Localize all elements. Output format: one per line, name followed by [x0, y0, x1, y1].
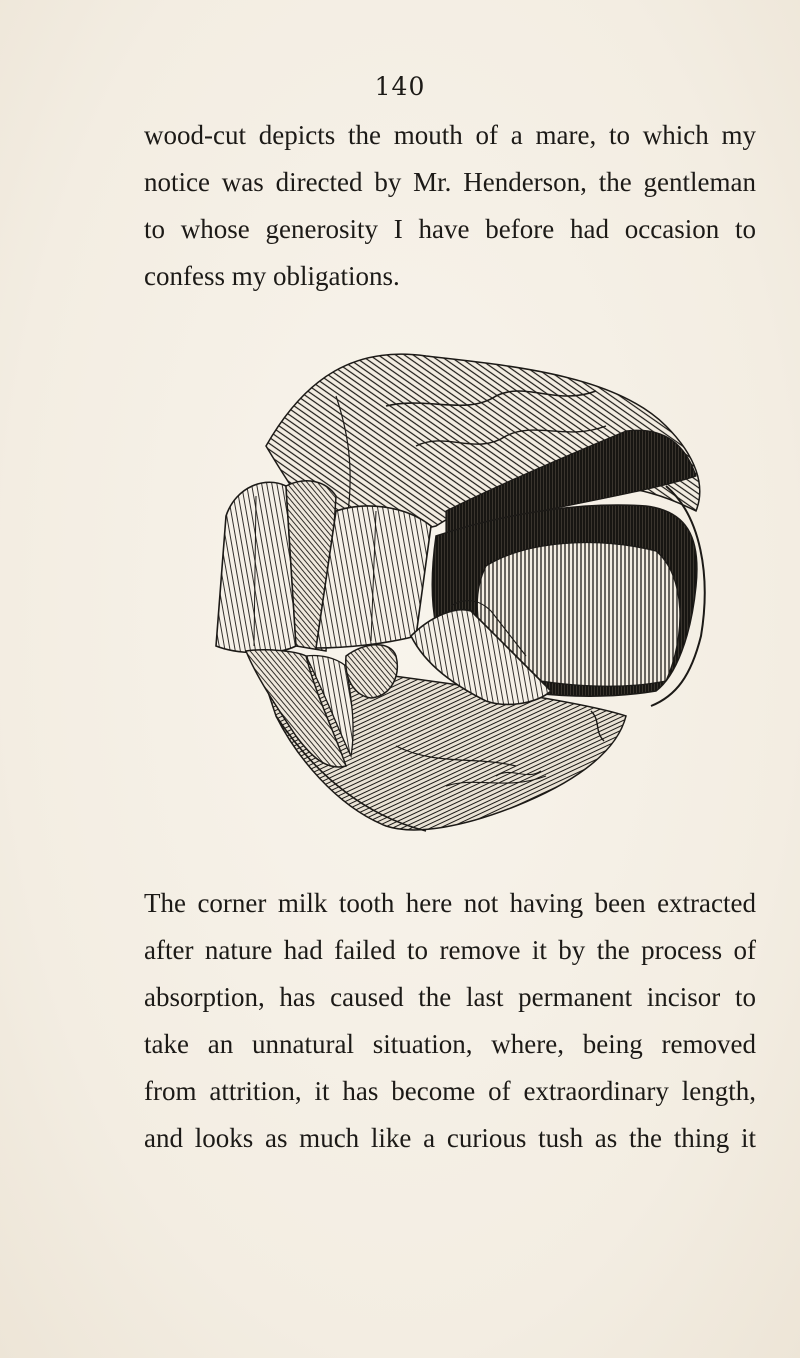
paragraph-top	[144, 112, 756, 300]
horse-mouth-engraving	[196, 336, 720, 856]
page-number: 140	[374, 72, 426, 101]
text-line: take an unnatural situation, where, being removed	[144, 1029, 756, 1059]
text-line: confess my obligations.	[144, 261, 400, 291]
woodcut-illustration	[196, 336, 720, 856]
text-line: to whose generosity I have before had occasion to	[144, 214, 756, 244]
paragraph-bottom	[144, 880, 756, 1162]
text-line: absorption, has caused the last permanent incisor to	[144, 982, 756, 1012]
text-line: and looks as much like a curious tush as the thing it	[144, 1123, 756, 1153]
text-line: notice was directed by Mr. Henderson, the gentleman	[144, 167, 756, 197]
text-line: from attrition, it has become of extraordinary length,	[144, 1076, 756, 1106]
text-line: The corner milk tooth here not having been extracted	[144, 888, 756, 918]
text-line: wood-cut depicts the mouth of a mare, to which my	[144, 120, 756, 150]
text-line: after nature had failed to remove it by the process of	[144, 935, 756, 965]
